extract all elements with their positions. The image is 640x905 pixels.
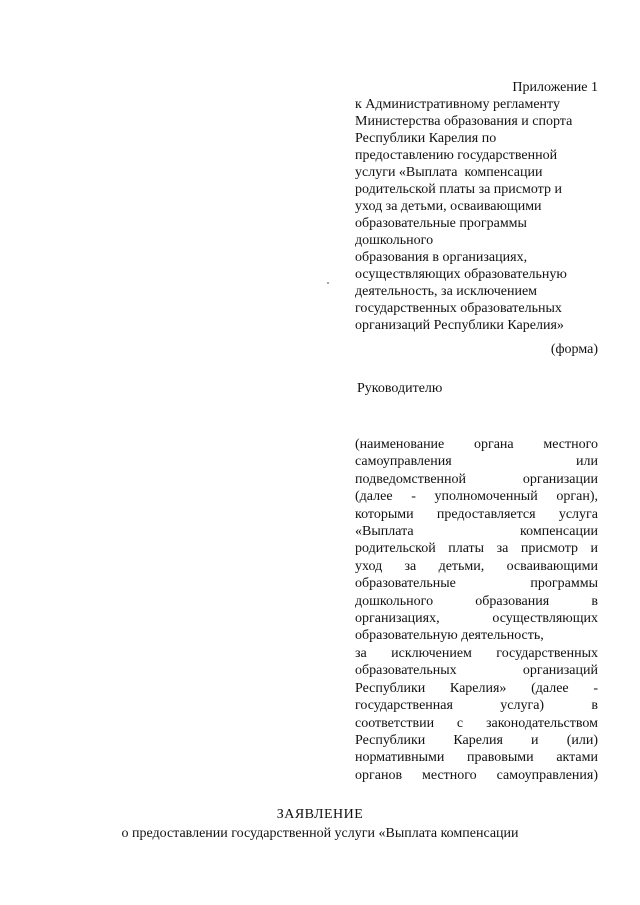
recipient-line: (наименование органа местного [355,437,598,452]
appendix-line: образования в организациях, [355,250,528,265]
recipient-line: дошкольного образования в [355,593,598,609]
appendix-line: Республики Карелия по [355,131,497,146]
appendix-line: Министерства образования и спорта [355,114,573,129]
appendix-line: деятельность, за исключением [355,284,538,299]
recipient-line: «Выплата компенсации [355,524,598,540]
appendix-line: дошкольного [355,233,434,248]
recipient-description [355,436,598,784]
appendix-reference-block [355,96,605,334]
recipient-line: образовательную деятельность, [355,628,544,644]
scan-speck [327,282,329,284]
recipient-line: которыми предоставляется услуга [355,506,598,522]
recipient-line: уход за детьми, осваивающими [355,558,598,574]
recipient-line: государственная услуга) в [355,698,598,714]
appendix-line: предоставлению государственной [355,148,558,163]
recipient-line: органов местного самоуправления) [355,767,598,783]
recipient-line: подведомственной организации [355,471,598,487]
appendix-line: услуги «Выплата компенсации [355,165,543,180]
appendix-title: Приложение 1 [512,80,598,95]
recipient-line: родительской платы за присмотр и [355,541,598,557]
recipient-line: Республики Карелия и (или) [355,732,598,748]
form-mark: (форма) [550,342,598,357]
appendix-line: государственных образовательных [355,301,562,316]
appendix-line: родительской платы за присмотр и [355,182,562,197]
appendix-line: организаций Республики Карелия» [355,318,564,333]
statement-subtitle: о предоставлении государственной услуги «Выплата компенсации [121,826,519,841]
statement-title: ЗАЯВЛЕНИЕ [276,807,364,822]
recipient-line: Республики Карелия» (далее - [355,680,598,696]
recipient-line: (далее - уполномоченный орган), [355,489,598,505]
appendix-line: к Административному регламенту [355,97,560,112]
appendix-line: образовательные программы [355,216,527,231]
recipient-line: соответствии с законодательством [355,715,598,731]
addressee-label: Руководителю [357,381,443,396]
recipient-line: образовательные программы [355,576,598,592]
recipient-line: за исключением государственных [355,645,598,661]
recipient-line: образовательных организаций [355,663,598,679]
appendix-line: осуществляющих образовательную [355,267,567,282]
recipient-line: организациях, осуществляющих [355,611,598,627]
recipient-line: нормативными правовыми актами [355,750,598,766]
appendix-line: уход за детьми, осваивающими [355,199,542,214]
recipient-line: самоуправления или [355,454,598,470]
